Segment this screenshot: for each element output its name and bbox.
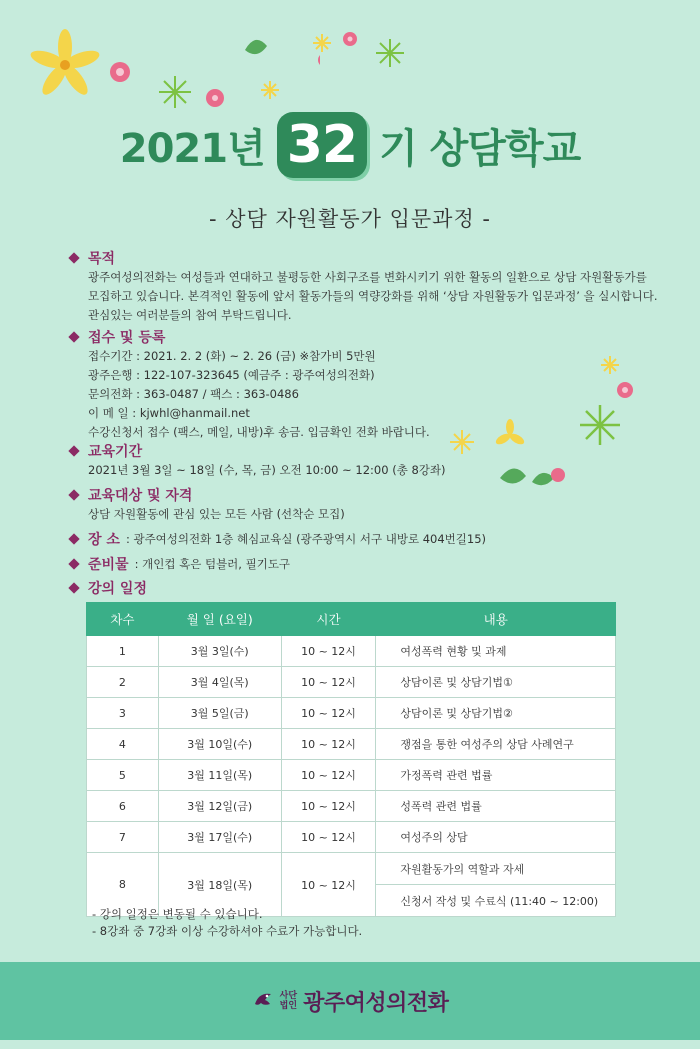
registration-line: 문의전화 : 363-0487 / 팩스 : 363-0486 xyxy=(88,387,299,401)
diamond-bullet-icon xyxy=(68,331,79,342)
diamond-bullet-icon xyxy=(68,489,79,500)
cell-date: 3월 12일(금) xyxy=(158,791,281,822)
footer xyxy=(0,962,700,1040)
cell-no: 4 xyxy=(87,729,159,760)
registration-line: 접수기간 : 2021. 2. 2 (화) ~ 2. 26 (금) ※참가비 5만원 xyxy=(88,349,376,363)
column-header: 시간 xyxy=(281,603,376,636)
section-target xyxy=(70,485,670,524)
registration-line: 이 메 일 : kjwhl@hanmail.net xyxy=(88,406,250,420)
table-row xyxy=(87,698,616,729)
cell-date: 3월 18일(목) xyxy=(158,853,281,917)
registration-line: 수강신청서 접수 (팩스, 메일, 내방)후 송금. 입금확인 전화 바랍니다. xyxy=(88,425,430,439)
section-place xyxy=(70,529,670,549)
section-purpose xyxy=(70,248,670,325)
column-header: 월 일 (요일) xyxy=(158,603,281,636)
cell-no: 5 xyxy=(87,760,159,791)
section-heading: 접수 및 등록 xyxy=(70,327,670,347)
diamond-bullet-icon xyxy=(68,252,79,263)
cell-content: 상담이론 및 상담기법① xyxy=(376,667,616,698)
section-supplies xyxy=(70,554,670,574)
place-value: : 광주여성의전화 1층 혜심교육실 (광주광역시 서구 내방로 404번길15) xyxy=(125,532,486,546)
cell-no: 2 xyxy=(87,667,159,698)
cell-content: 성폭력 관련 법률 xyxy=(376,791,616,822)
cell-no: 3 xyxy=(87,698,159,729)
target-line: 상담 자원활동에 관심 있는 모든 사람 (선착순 모집) xyxy=(88,507,345,521)
section-heading: 교육기간 xyxy=(70,441,670,461)
table-row xyxy=(87,667,616,698)
cell-no: 7 xyxy=(87,822,159,853)
purpose-line: 모집하고 있습니다. 본격적인 활동에 앞서 활동가들의 역량강화를 위해 ‘상담 자원활동가 입문과정’ 을 실시합니다. xyxy=(88,289,658,303)
cell-time: 10 ~ 12시 xyxy=(281,636,376,667)
cell-time: 10 ~ 12시 xyxy=(281,791,376,822)
notes xyxy=(92,906,362,940)
poster-subtitle: - 상담 자원활동가 입문과정 - xyxy=(208,207,491,231)
cell-date: 3월 17일(수) xyxy=(158,822,281,853)
cell-time: 10 ~ 12시 xyxy=(281,822,376,853)
cell-time: 10 ~ 12시 xyxy=(281,853,376,917)
table-header-row xyxy=(87,603,616,636)
section-period xyxy=(70,441,670,480)
cell-content: 자원활동가의 역할과 자세 xyxy=(376,853,616,885)
poster-title xyxy=(0,112,700,178)
table-row xyxy=(87,822,616,853)
title-session-number: 32 xyxy=(277,112,367,178)
section-heading: 목적 xyxy=(70,248,670,268)
section-heading: 교육대상 및 자격 xyxy=(70,485,670,505)
table-row xyxy=(87,729,616,760)
schedule-table xyxy=(86,602,616,917)
flower-decoration-top-right xyxy=(300,25,420,85)
diamond-bullet-icon xyxy=(68,533,79,544)
flower-decoration-top-left xyxy=(30,20,320,125)
cell-content: 쟁점을 통한 여성주의 상담 사례연구 xyxy=(376,729,616,760)
table-row xyxy=(87,636,616,667)
section-heading: 장 소 : 광주여성의전화 1층 혜심교육실 (광주광역시 서구 내방로 404번길15) xyxy=(70,529,670,549)
table-row xyxy=(87,853,616,885)
cell-content: 여성주의 상담 xyxy=(376,822,616,853)
cell-no: 6 xyxy=(87,791,159,822)
cell-no: 8 xyxy=(87,853,159,917)
cell-date: 3월 11일(목) xyxy=(158,760,281,791)
logo-corporation-label: 사단 법인 xyxy=(279,991,298,1011)
bird-logo-icon xyxy=(252,990,274,1012)
column-header: 차수 xyxy=(87,603,159,636)
section-heading: 준비물 : 개인컵 혹은 텀블러, 필기도구 xyxy=(70,554,670,574)
organization-name: 광주여성의전화 xyxy=(303,990,449,1016)
cell-date: 3월 10일(수) xyxy=(158,729,281,760)
purpose-line: 광주여성의전화는 여성들과 연대하고 불평등한 사회구조를 변화시키기 위한 활동의 일환으로 상담 자원활동가를 xyxy=(88,270,647,284)
registration-line: 광주은행 : 122-107-323645 (예금주 : 광주여성의전화) xyxy=(88,368,375,382)
cell-time: 10 ~ 12시 xyxy=(281,667,376,698)
column-header: 내용 xyxy=(376,603,616,636)
cell-content: 상담이론 및 상담기법② xyxy=(376,698,616,729)
cell-date: 3월 3일(수) xyxy=(158,636,281,667)
cell-date: 3월 4일(목) xyxy=(158,667,281,698)
title-year: 2021년 xyxy=(119,125,265,172)
cell-date: 3월 5일(금) xyxy=(158,698,281,729)
note-line: - 8강좌 중 7강좌 이상 수강하셔야 수료가 가능합니다. xyxy=(92,924,363,938)
organization-logo xyxy=(252,986,449,1017)
cell-time: 10 ~ 12시 xyxy=(281,729,376,760)
section-heading: 강의 일정 xyxy=(70,578,670,598)
purpose-line: 관심있는 여러분들의 참여 부탁드립니다. xyxy=(88,308,292,322)
cell-time: 10 ~ 12시 xyxy=(281,760,376,791)
table-row xyxy=(87,791,616,822)
section-registration xyxy=(70,327,670,442)
cell-content: 여성폭력 현황 및 과제 xyxy=(376,636,616,667)
note-line: - 강의 일정은 변동될 수 있습니다. xyxy=(92,907,263,921)
supplies-value: : 개인컵 혹은 텀블러, 필기도구 xyxy=(134,557,291,571)
diamond-bullet-icon xyxy=(68,558,79,569)
diamond-bullet-icon xyxy=(68,445,79,456)
cell-content: 신청서 작성 및 수료식 (11:40 ~ 12:00) xyxy=(376,885,616,917)
section-schedule xyxy=(70,578,670,598)
table-row xyxy=(87,760,616,791)
cell-time: 10 ~ 12시 xyxy=(281,698,376,729)
period-line: 2021년 3월 3일 ~ 18일 (수, 목, 금) 오전 10:00 ~ 12:00 (총 8강좌) xyxy=(88,463,446,477)
diamond-bullet-icon xyxy=(68,582,79,593)
title-suffix: 기 상담학교 xyxy=(379,125,581,172)
cell-content: 가정폭력 관련 법률 xyxy=(376,760,616,791)
cell-no: 1 xyxy=(87,636,159,667)
